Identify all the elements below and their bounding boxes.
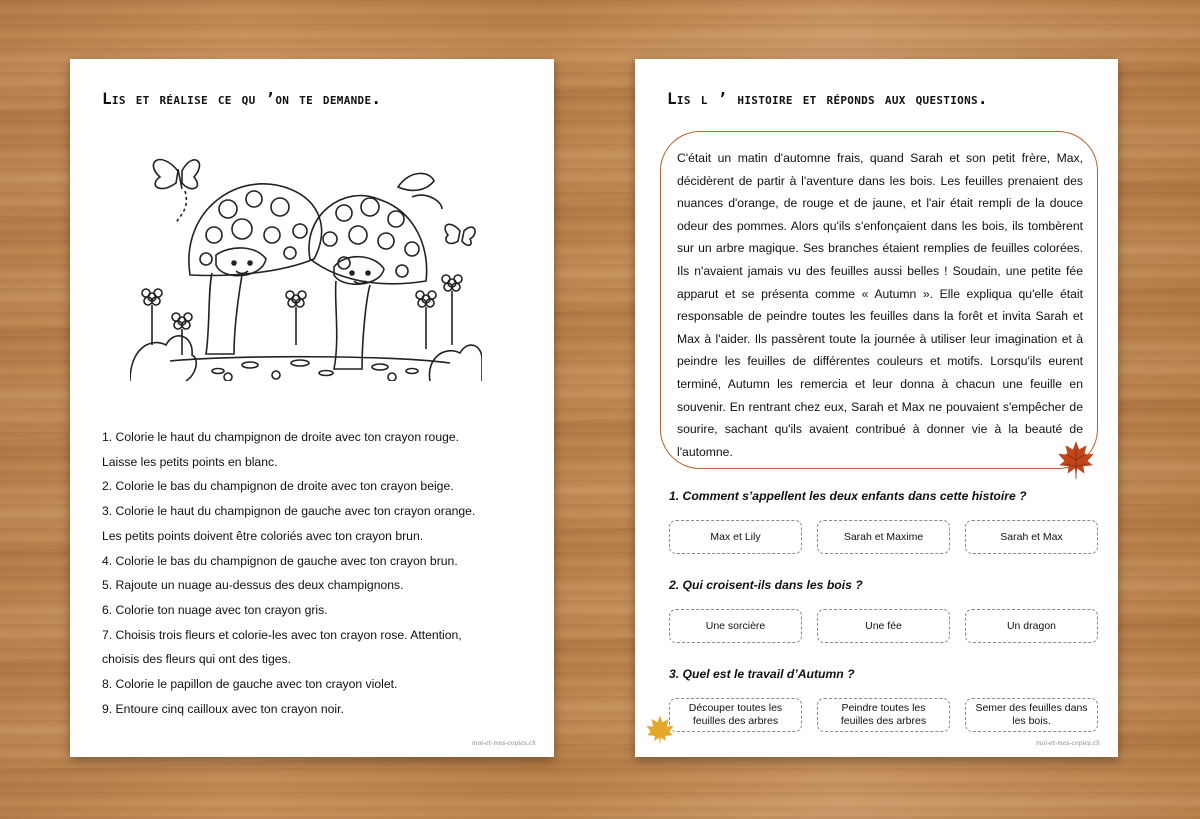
flower-icon (442, 275, 462, 345)
flower-icon (172, 313, 192, 355)
instruction-line: 3. Colorie le haut du champignon de gauche avec ton crayon orange. (102, 504, 476, 519)
watermark: moi-et-mes-copies.ch (471, 740, 536, 747)
butterfly-icon (445, 224, 475, 245)
flower-icon (416, 291, 436, 349)
answer-option[interactable]: Peindre toutes les feuilles des arbres (817, 698, 950, 732)
butterfly-icon (153, 160, 199, 189)
answer-group-2 (669, 609, 1101, 643)
page-heading: Lis l ’ histoire et réponds aux questions. (667, 89, 988, 108)
question-1: 1. Comment s’appellent les deux enfants dans cette histoire ? (669, 489, 1027, 503)
flower-icon (142, 289, 162, 345)
maple-leaf-icon (1055, 439, 1097, 481)
instruction-line: 5. Rajoute un nuage au-dessus des deux champignons. (102, 578, 404, 593)
instruction-line: 4. Colorie le bas du champignon de gauche avec ton crayon brun. (102, 553, 458, 568)
answer-option[interactable]: Max et Lily (669, 520, 802, 554)
instruction-line: 1. Colorie le haut du champignon de droite avec ton crayon rouge. (102, 430, 460, 444)
answer-option[interactable]: Une fée (817, 609, 950, 643)
instruction-line: Les petits points doivent être coloriés avec ton crayon brun. (102, 528, 424, 543)
instruction-line: 6. Colorie ton nuage avec ton crayon gris. (102, 602, 328, 617)
instruction-line: 2. Colorie le bas du champignon de droite avec ton crayon beige. (102, 479, 454, 494)
answer-group-1 (669, 520, 1101, 554)
question-2: 2. Qui croisent-ils dans les bois ? (669, 578, 863, 592)
watermark: moi-et-mes-copies.ch (1035, 740, 1100, 747)
mushroom-icon (309, 196, 427, 369)
question-3: 3. Quel est le travail d’Autumn ? (669, 667, 855, 681)
page-heading: Lis et réalise ce qu ’on te demande. (102, 89, 382, 108)
story-text: C'était un matin d'automne frais, quand Sarah et son petit frère, Max, décidèrent de partir à l'aventure dans les bois. Les feuilles prenaient des nuances d'orange, de rouge et de jaune, et l'air était rempli de la douce odeur des pommes. Alors qu'ils s'enfonçaient dans les bois, ils tombèrent sur un arbre magique. Ses branches étaient remplies de feuilles colorées. Ils n'avaient jamais vu des feuilles aussi belles ! Soudain, une petite fée apparut et se présenta comme « Autumn ». Elle expliqua qu'elle était responsable de peindre toutes les feuilles dans la forêt et invita Sarah et Max à l'aider. Ils passèrent toute la journée à utiliser leur imagination et à peindre les feuilles de différentes couleurs et motifs. Lorsqu'ils eurent terminé, Autumn les remercia et leur donna à chacun une feuille en souvenir. En rentrant chez eux, Sarah et Max ne pouvaient s'empêcher de sourire, sachant qu'ils avaient contribué à donner vie à la beauté de l'automne. (677, 151, 1083, 459)
mushroom-icon (189, 184, 322, 354)
answer-option[interactable]: Découper toutes les feuilles des arbres (669, 698, 802, 732)
instruction-line: choisis des fleurs qui ont des tiges. (102, 652, 292, 667)
answer-option[interactable]: Un dragon (965, 609, 1098, 643)
answer-option[interactable]: Une sorcière (669, 609, 802, 643)
instruction-line: 9. Entoure cinq cailloux avec ton crayon noir. (102, 701, 344, 716)
answer-option[interactable]: Sarah et Max (965, 520, 1098, 554)
mushroom-coloring-picture (130, 149, 482, 381)
instruction-line: 7. Choisis trois fleurs et colorie-les avec ton crayon rose. Attention, (102, 627, 462, 642)
answer-option[interactable]: Sarah et Maxime (817, 520, 950, 554)
instruction-list (102, 425, 542, 721)
answer-group-3 (669, 698, 1101, 732)
flower-icon (286, 291, 306, 345)
worksheet-page-left (70, 59, 554, 757)
instruction-line: Laisse les petits points en blanc. (102, 454, 278, 469)
instruction-line: 8. Colorie le papillon de gauche avec ton crayon violet. (102, 677, 398, 692)
worksheet-page-right (635, 59, 1118, 757)
answer-option[interactable]: Semer des feuilles dans les bois. (965, 698, 1098, 732)
yellow-leaf-icon (643, 713, 677, 747)
